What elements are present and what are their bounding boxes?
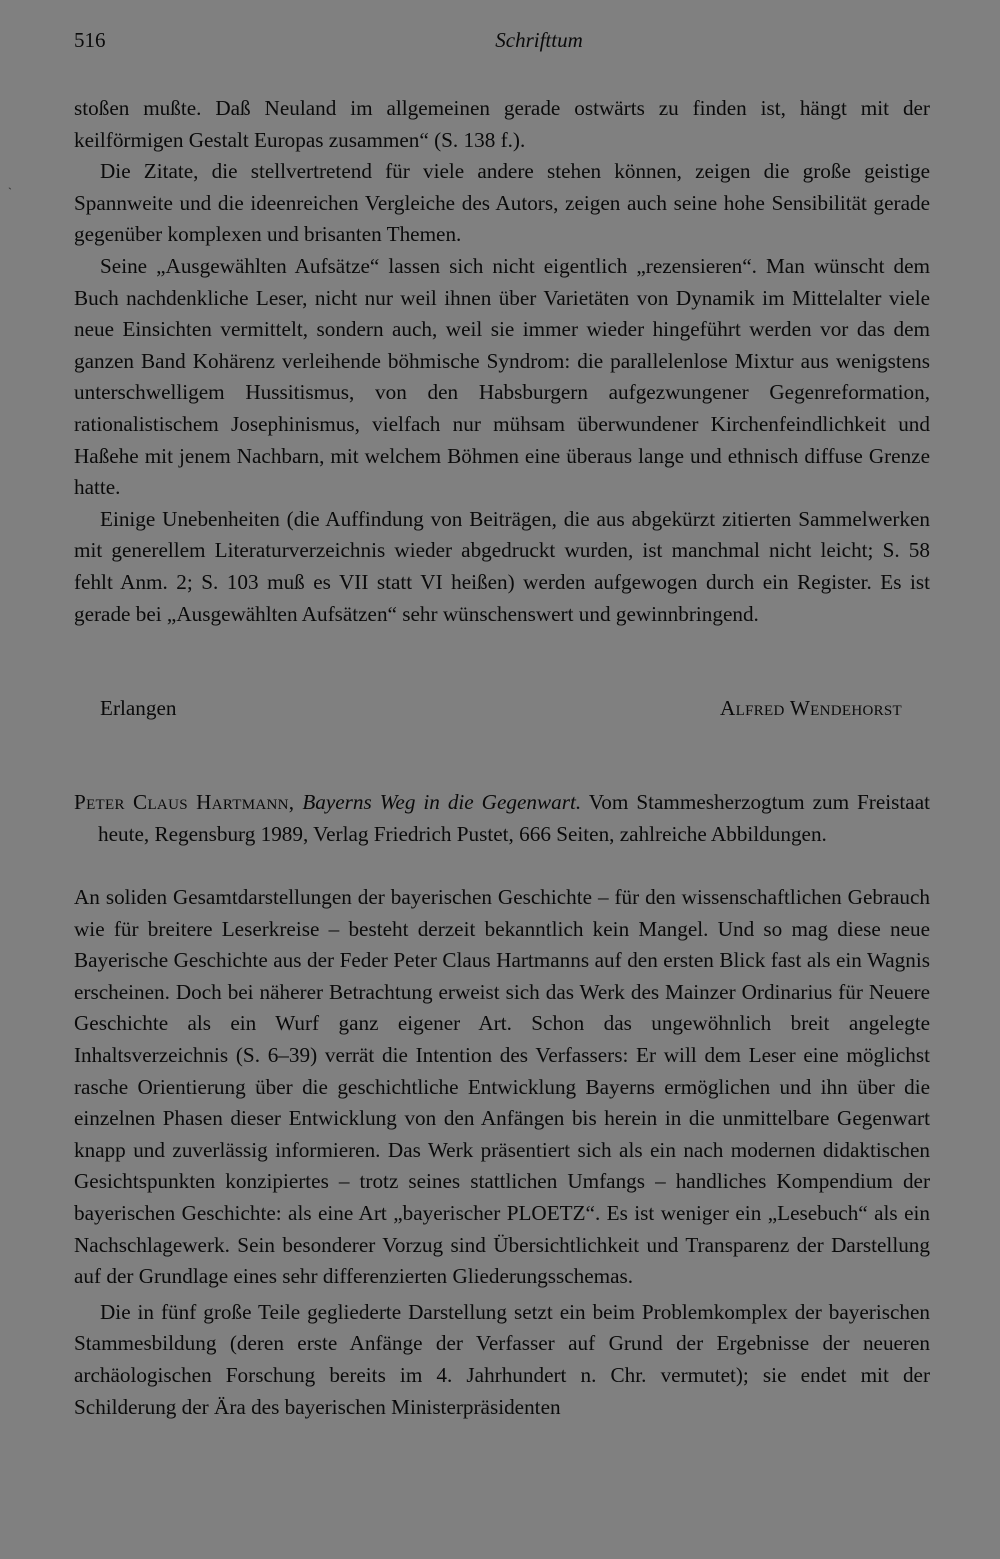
review-2-body [74,882,930,1423]
book-details: Vom Stammesherzogtum zum Freistaat heute, Regensburg 1989, Verlag Friedrich Pustet, 666 Seiten, zahlreiche Abbildungen. [98,790,930,846]
running-title: Schrifttum [495,28,583,52]
review-1-signoff [74,693,930,725]
reviewer-name: Alfred Wendehorst [720,696,902,720]
review-1-paragraph: Seine „Ausgewählten Aufsätze“ lassen sich nicht eigentlich „rezensieren“. Man wünscht dem Buch nachdenkliche Leser, nicht nur weil ihnen über Varietäten von Dynamik im Mittelalter viele neue Einsichten vermittelt, sondern auch, weil sie immer wieder hingeführt werden vor das dem ganzen Band Kohärenz verleihende böhmische Syndrom: die parallelenlose Mixtur aus wenigstens unterschwelligem Hussitismus, von den Habsburgern aufgezwungener Gegenreformation, rationalistischem Josephinismus, vielfach nur mühsam überwundener Kirchenfeindlichkeit und Haßehe mit jenem Nachbarn, mit welchem Böhmen eine überaus lange und ethnisch diffuse Grenze hatte. [74,253,930,500]
bibliographic-entry [74,787,930,850]
page-header [74,28,930,58]
review-2-paragraph: Die in fünf große Teile gegliederte Darstellung setzt ein beim Problemkomplex der bayerischen Stammesbildung (deren erste Anfänge der Verfasser auf Grund der Ergebnisse der neueren archäologischen Forschung bereits im 4. Jahrhundert n. Chr. vermutet); sie endet mit der Schilderung der Ära des bayerischen Ministerpräsidenten [74,1299,930,1419]
review-1-paragraph: stoßen mußte. Daß Neuland im allgemeinen gerade ostwärts zu finden ist, hängt mit der keilförmigen Gestalt Europas zusammen“ (S. 138 f.). [74,96,930,152]
review-2-paragraph: An soliden Gesamtdarstellungen der bayerischen Geschichte – für den wissenschaftlichen Gebrauch wie für breitere Leserkreise – besteht derzeit bekanntlich kein Mangel. Und so mag diese neue Bayerische Geschichte aus der Feder Peter Claus Hartmanns auf den ersten Blick fast als ein Wagnis erscheinen. Doch bei näherer Betrachtung erweist sich das Werk des Mainzer Ordinarius für Neuere Geschichte als ein Wurf ganz eigener Art. Schon das ungewöhnlich breit angelegte Inhaltsverzeichnis (S. 6–39) verrät die Intention des Verfassers: Er will dem Leser eine möglichst rasche Orientierung über die geschichtliche Entwicklung Bayerns ermöglichen und ihn über die einzelnen Phasen dieser Entwicklung von den Anfängen bis herein in die unmittelbare Gegenwart knapp und zuverlässig informieren. Das Werk präsentiert sich als ein nach modernen didaktischen Gesichtspunkten konzipiertes – trotz seines stattlichen Umfangs – handliches Kompendium der bayerischen Geschichte: als eine Art „bayerischer PLOETZ“. Es ist weniger ein „Lesebuch“ als ein Nachschlagewerk. Sein besonderer Vorzug sind Übersichtlichkeit und Transparenz der Darstellung auf der Grundlage eines sehr differenzierten Gliederungsschemas. [74,885,930,1289]
book-author: Peter Claus Hartmann, [74,790,295,814]
review-1-paragraph: Einige Unebenheiten (die Auffindung von Beiträgen, die aus abgekürzt zitierten Sammelwerken mit generellem Literaturverzeichnis wieder abgedruckt wurden, ist manchmal nicht leicht; S. 58 fehlt Anm. 2; S. 103 muß es VII statt VI heißen) werden aufgewogen durch ein Register. Es ist gerade bei „Ausgewählten Aufsätzen“ sehr wünschenswert und gewinnbringend. [74,506,930,626]
review-1-body [74,93,930,630]
review-1-paragraph: Die Zitate, die stellvertretend für viele andere stehen können, zeigen die große geistige Spannweite und die ideenreichen Vergleiche des Autors, zeigen auch seine hohe Sensibilität gerade gegenüber komplexen und brisanten Themen. [74,159,930,247]
stray-mark: ˎ [8,176,12,190]
page-number: 516 [74,28,106,52]
reviewer-place: Erlangen [100,696,177,720]
book-title: Bayerns Weg in die Gegenwart. [302,790,582,814]
